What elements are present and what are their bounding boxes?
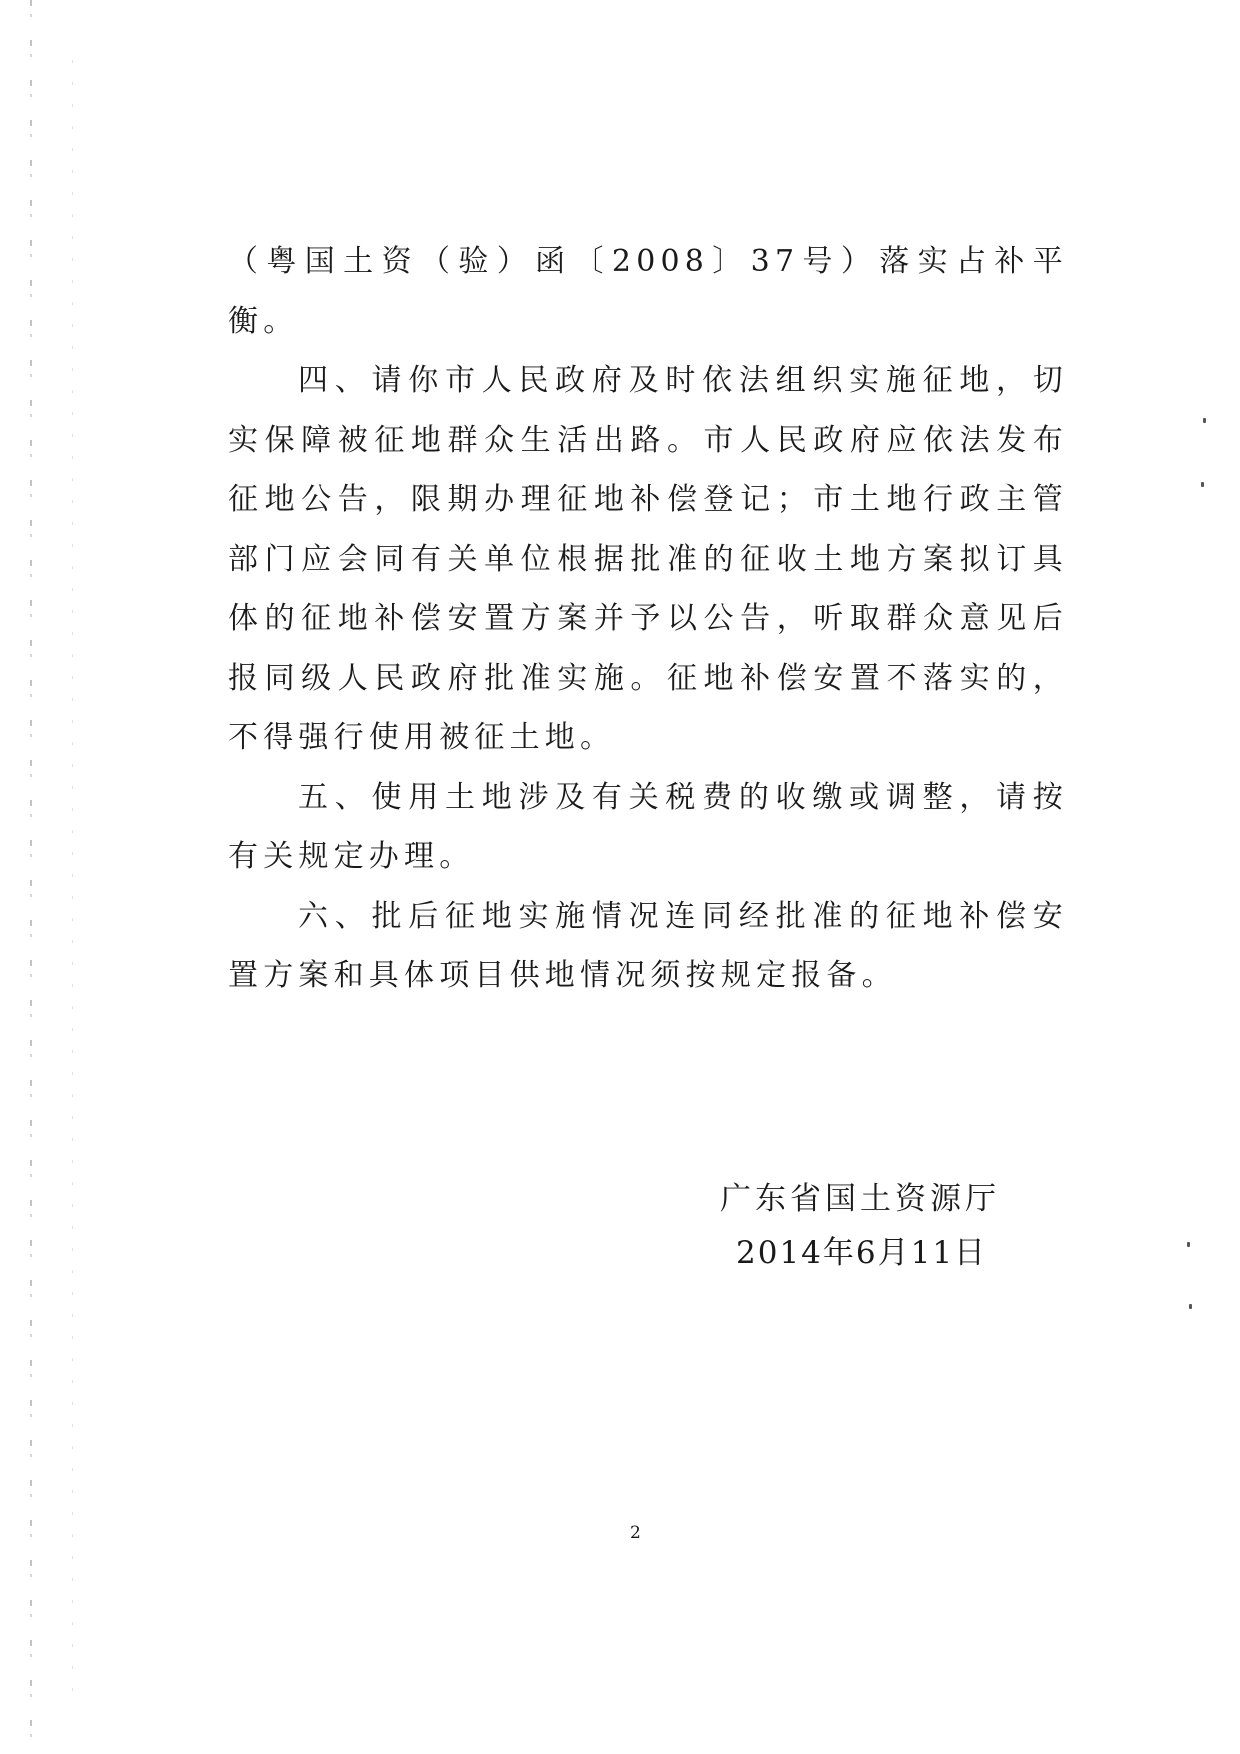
signature-block bbox=[720, 1172, 1000, 1280]
scan-speck bbox=[1201, 482, 1204, 487]
paragraph-item-five: 五、使用土地涉及有关税费的收缴或调整，请按有关规定办理。 bbox=[228, 779, 1068, 874]
scan-speck bbox=[1187, 1242, 1190, 1247]
issue-date: 2014年6月11日 bbox=[736, 1235, 988, 1271]
document-body bbox=[228, 232, 1068, 1006]
paragraph-item-four: 四、请你市人民政府及时依法组织实施征地，切实保障被征地群众生活出路。市人民政府应依法发布征地公告，限期办理征地补偿登记；市土地行政主管部门应会同有关单位根据批准的征收土地方案拟订具体的征地补偿安置方案并予以公告，听取群众意见后报同级人民政府批准实施。征地补偿安置不落实的，不得强行使用被征土地。 bbox=[228, 363, 1068, 755]
scan-edge-artifact bbox=[30, 0, 32, 1754]
issuing-organization: 广东省国土资源厅 bbox=[720, 1181, 1000, 1217]
paragraph-item-six: 六、批后征地实施情况连同经批准的征地补偿安置方案和具体项目供地情况须按规定报备。 bbox=[228, 898, 1068, 993]
page-number: 2 bbox=[630, 1523, 641, 1543]
paragraph-continuation: （粤国土资（验）函〔2008〕37号）落实占补平衡。 bbox=[228, 244, 1068, 339]
scan-speck bbox=[1203, 418, 1206, 423]
scan-edge-artifact-inner bbox=[72, 60, 73, 1700]
scan-speck bbox=[1189, 1304, 1192, 1309]
